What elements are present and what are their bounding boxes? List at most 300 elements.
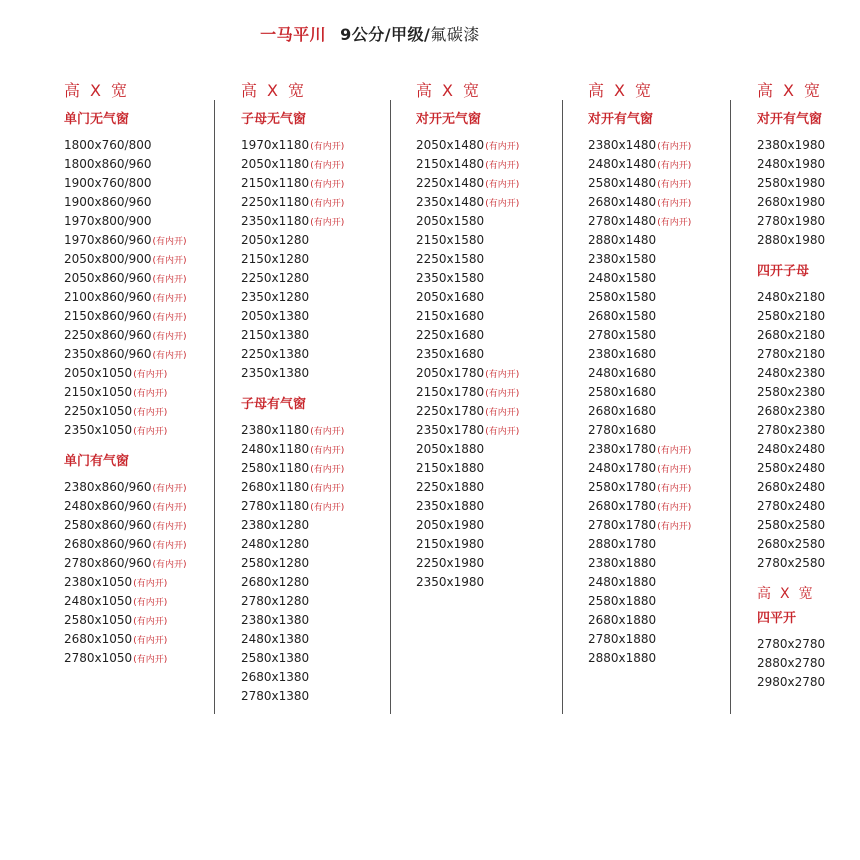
size-row [416,174,519,193]
column-header: 高X宽 [757,81,830,100]
column-header: 高X宽 [241,81,314,100]
size-row [64,326,187,345]
size-row [241,174,344,193]
inward-opening-note: (有内开) [657,465,692,475]
size-value: 2250x1480 [416,176,485,190]
size-value: 2880x1480 [588,233,657,247]
size-value: 2480x1180 [241,442,310,456]
size-value: 2350x860/960 [64,347,152,361]
size-row [241,478,344,497]
size-row [757,174,830,193]
size-row [588,155,691,174]
inward-opening-note: (有内开) [133,427,168,437]
inward-opening-note: (有内开) [133,389,168,399]
size-row [241,592,344,611]
door-type-section [588,110,691,668]
size-row [64,516,187,535]
size-value: 2580x1580 [588,290,657,304]
size-value: 2480x1680 [588,366,657,380]
size-value: 2350x1580 [416,271,485,285]
size-value: 2350x1180 [241,214,310,228]
size-value: 2380x1380 [241,613,310,627]
size-row [64,535,187,554]
inward-opening-note: (有内开) [310,180,345,190]
inward-opening-note: (有内开) [485,408,520,418]
size-row [588,516,691,535]
size-value: 2880x1880 [588,651,657,665]
size-row [757,421,830,440]
size-value: 2680x1180 [241,480,310,494]
size-value: 2350x1050 [64,423,133,437]
size-row [64,364,187,383]
size-row [241,155,344,174]
size-row [416,288,519,307]
door-type-section [416,110,519,592]
size-value: 2780x2180 [757,347,826,361]
inward-opening-note: (有内开) [152,256,187,266]
size-row [588,554,691,573]
size-row [416,250,519,269]
size-value: 2050x1380 [241,309,310,323]
inward-opening-note: (有内开) [310,218,345,228]
page-title [0,22,740,45]
size-row [416,421,519,440]
size-value: 2380x1780 [588,442,657,456]
size-row [588,174,691,193]
size-value: 2780x1980 [757,214,826,228]
size-value: 2150x1780 [416,385,485,399]
size-row [416,573,519,592]
size-value: 2250x1180 [241,195,310,209]
size-value: 1900x760/800 [64,176,152,190]
size-value: 2350x1280 [241,290,310,304]
door-type-title: 子母有气窗 [241,397,307,412]
inward-opening-note: (有内开) [133,579,168,589]
size-value: 2480x1980 [757,157,826,171]
size-row [588,250,691,269]
size-row [588,592,691,611]
size-value: 2480x1280 [241,537,310,551]
size-row [64,630,187,649]
size-value: 2780x1580 [588,328,657,342]
size-row [64,478,187,497]
inward-opening-note: (有内开) [485,389,520,399]
size-value: 2250x1580 [416,252,485,266]
size-value: 2250x1050 [64,404,133,418]
size-value: 2480x1580 [588,271,657,285]
size-value: 2480x860/960 [64,499,152,513]
inward-opening-note: (有内开) [152,313,187,323]
size-row [64,497,187,516]
size-row [757,364,830,383]
size-value: 2380x1050 [64,575,133,589]
inward-opening-note: (有内开) [152,351,187,361]
size-value: 2050x1780 [416,366,485,380]
size-value: 2580x1480 [588,176,657,190]
inward-opening-note: (有内开) [657,180,692,190]
size-row [416,554,519,573]
door-type-title: 子母无气窗 [241,112,307,127]
size-value: 2150x1280 [241,252,310,266]
size-value: 2250x1880 [416,480,485,494]
size-value: 2150x1480 [416,157,485,171]
door-type-title: 对开有气窗 [757,112,823,127]
size-value: 1970x800/900 [64,214,152,228]
inward-opening-note: (有内开) [485,161,520,171]
column-header: 高X宽 [416,81,489,100]
size-row [416,516,519,535]
size-value: 2050x1280 [241,233,310,247]
size-value: 2780x2780 [757,637,826,651]
size-row [64,421,187,440]
size-value: 2050x1880 [416,442,485,456]
size-value: 2780x1780 [588,518,657,532]
size-row [757,554,830,573]
inward-opening-note: (有内开) [152,275,187,285]
size-value: 2580x2480 [757,461,826,475]
column-header: 高X宽 [64,81,137,100]
size-value: 2050x1580 [416,214,485,228]
size-value: 2580x1280 [241,556,310,570]
size-row [241,687,344,706]
size-value: 2880x1780 [588,537,657,551]
size-row [64,573,187,592]
size-value: 2050x1980 [416,518,485,532]
size-row [64,231,187,250]
size-value: 2780x1180 [241,499,310,513]
size-row [64,345,187,364]
size-row [757,459,830,478]
size-row [416,364,519,383]
size-row [757,383,830,402]
size-row [241,307,344,326]
size-value: 2150x1680 [416,309,485,323]
size-value: 2480x1380 [241,632,310,646]
inward-opening-note: (有内开) [133,408,168,418]
size-value: 2350x1980 [416,575,485,589]
size-row [588,421,691,440]
size-value: 2680x2580 [757,537,826,551]
inward-opening-note: (有内开) [152,332,187,342]
size-row [64,193,187,212]
inward-opening-note: (有内开) [485,180,520,190]
size-row [588,326,691,345]
size-row [241,535,344,554]
door-type-title: 对开无气窗 [416,112,482,127]
size-value: 2680x1780 [588,499,657,513]
door-type-section [757,110,830,250]
size-value: 2580x1680 [588,385,657,399]
size-row [64,288,187,307]
size-value: 2680x1050 [64,632,133,646]
size-row [241,364,344,383]
size-value: 2350x1680 [416,347,485,361]
inward-opening-note: (有内开) [133,598,168,608]
inward-opening-note: (有内开) [310,465,345,475]
size-column [64,80,187,668]
size-row [757,212,830,231]
size-row [416,193,519,212]
size-value: 2580x1780 [588,480,657,494]
paint-text: 氟碳漆 [430,25,480,44]
size-value: 2250x1780 [416,404,485,418]
inward-opening-note: (有内开) [133,370,168,380]
size-row [757,535,830,554]
size-row [757,673,830,692]
inward-opening-note: (有内开) [310,427,345,437]
size-row [64,307,187,326]
size-value: 2780x1380 [241,689,310,703]
size-row [588,231,691,250]
size-value: 2580x2380 [757,385,826,399]
size-value: 2580x1180 [241,461,310,475]
inward-opening-note: (有内开) [152,503,187,513]
size-value: 2980x2780 [757,675,826,689]
size-row [416,326,519,345]
door-type-title: 四开子母 [757,264,810,279]
size-column [416,80,519,592]
size-row [588,402,691,421]
inward-opening-note: (有内开) [152,541,187,551]
size-value: 2480x1480 [588,157,657,171]
size-row [241,611,344,630]
size-row [416,231,519,250]
size-value: 1970x1180 [241,138,310,152]
door-type-title: 对开有气窗 [588,112,654,127]
size-row [588,269,691,288]
size-row [241,193,344,212]
inward-opening-note: (有内开) [152,560,187,570]
size-row [64,402,187,421]
size-row [588,383,691,402]
inward-opening-note: (有内开) [310,161,345,171]
size-row [241,573,344,592]
size-value: 2580x1050 [64,613,133,627]
inward-opening-note: (有内开) [310,484,345,494]
size-row [64,155,187,174]
section-sub-header: 高X宽 [757,586,822,602]
size-row [241,288,344,307]
size-row [241,421,344,440]
size-column [241,80,344,706]
size-row [241,516,344,535]
size-value: 2680x2380 [757,404,826,418]
size-row [241,668,344,687]
brand-name: 一马平川 [260,25,327,44]
inward-opening-note: (有内开) [152,237,187,247]
column-divider [214,100,215,714]
size-row [588,573,691,592]
size-row [416,478,519,497]
size-value: 2380x1280 [241,518,310,532]
size-row [757,635,830,654]
size-row [588,440,691,459]
size-row [588,611,691,630]
size-row [588,535,691,554]
size-row [757,654,830,673]
size-row [241,136,344,155]
inward-opening-note: (有内开) [152,294,187,304]
size-value: 2050x1180 [241,157,310,171]
size-value: 1900x860/960 [64,195,152,209]
size-value: 2150x1580 [416,233,485,247]
size-value: 2480x1050 [64,594,133,608]
size-value: 2580x2580 [757,518,826,532]
size-row [757,326,830,345]
size-value: 2050x1480 [416,138,485,152]
size-row [241,231,344,250]
size-row [588,307,691,326]
size-value: 2250x1280 [241,271,310,285]
door-type-section [64,110,187,440]
door-type-title: 四平开 [757,611,797,626]
inward-opening-note: (有内开) [657,161,692,171]
size-row [416,497,519,516]
size-row [588,288,691,307]
inward-opening-note: (有内开) [310,503,345,513]
inward-opening-note: (有内开) [133,655,168,665]
size-value: 2480x2480 [757,442,826,456]
size-row [588,497,691,516]
size-value: 2780x1880 [588,632,657,646]
size-value: 2780x860/960 [64,556,152,570]
inward-opening-note: (有内开) [133,617,168,627]
size-value: 2580x1880 [588,594,657,608]
size-value: 2350x1880 [416,499,485,513]
size-row [64,592,187,611]
door-type-section [757,262,830,573]
size-value: 2050x1050 [64,366,133,380]
size-value: 2680x1880 [588,613,657,627]
size-value: 2380x1680 [588,347,657,361]
size-value: 2580x2180 [757,309,826,323]
size-value: 2250x1380 [241,347,310,361]
size-value: 2580x1380 [241,651,310,665]
inward-opening-note: (有内开) [657,446,692,456]
inward-opening-note: (有内开) [485,199,520,209]
size-column [757,80,830,692]
inward-opening-note: (有内开) [657,142,692,152]
size-column [588,80,691,668]
size-row [588,193,691,212]
size-value: 2250x1980 [416,556,485,570]
size-row [241,250,344,269]
size-row [64,611,187,630]
size-value: 2150x1980 [416,537,485,551]
size-value: 2780x1480 [588,214,657,228]
size-row [757,193,830,212]
size-value: 2680x2180 [757,328,826,342]
size-row [588,345,691,364]
size-row [241,459,344,478]
inward-opening-note: (有内开) [310,142,345,152]
inward-opening-note: (有内开) [152,484,187,494]
spec-text: 9公分/甲级/ [340,25,431,44]
size-value: 2380x1980 [757,138,826,152]
size-row [416,440,519,459]
size-value: 2150x1180 [241,176,310,190]
door-type-section [241,395,344,706]
column-divider [562,100,563,714]
door-type-title: 单门有气窗 [64,454,130,469]
size-row [241,326,344,345]
inward-opening-note: (有内开) [485,427,520,437]
size-value: 2150x1380 [241,328,310,342]
size-row [757,478,830,497]
size-value: 1800x760/800 [64,138,152,152]
size-value: 2680x1980 [757,195,826,209]
door-type-section [757,583,830,692]
column-divider [390,100,391,714]
size-value: 2480x2380 [757,366,826,380]
size-value: 2880x2780 [757,656,826,670]
size-row [757,497,830,516]
size-value: 2380x1480 [588,138,657,152]
size-row [588,459,691,478]
inward-opening-note: (有内开) [310,446,345,456]
size-row [416,307,519,326]
inward-opening-note: (有内开) [310,199,345,209]
column-header: 高X宽 [588,81,661,100]
size-row [416,459,519,478]
size-row [64,250,187,269]
size-row [64,212,187,231]
size-row [588,364,691,383]
size-value: 2050x860/960 [64,271,152,285]
size-value: 2250x1680 [416,328,485,342]
size-value: 2150x1880 [416,461,485,475]
size-value: 2100x860/960 [64,290,152,304]
inward-opening-note: (有内开) [485,142,520,152]
door-type-section [64,452,187,668]
size-row [64,174,187,193]
size-value: 2380x1580 [588,252,657,266]
size-row [416,212,519,231]
size-value: 2050x1680 [416,290,485,304]
size-value: 2680x1280 [241,575,310,589]
size-row [588,212,691,231]
size-row [757,516,830,535]
door-type-title: 单门无气窗 [64,112,130,127]
inward-opening-note: (有内开) [152,522,187,532]
size-value: 1800x860/960 [64,157,152,171]
size-value: 2780x1050 [64,651,133,665]
size-value: 2880x1980 [757,233,826,247]
size-row [588,649,691,668]
inward-opening-note: (有内开) [485,370,520,380]
size-value: 2350x1780 [416,423,485,437]
size-row [241,497,344,516]
size-row [241,269,344,288]
size-value: 2350x1380 [241,366,310,380]
size-value: 2580x1980 [757,176,826,190]
size-row [241,630,344,649]
size-row [588,630,691,649]
size-row [241,212,344,231]
size-value: 2050x800/900 [64,252,152,266]
size-value: 2150x860/960 [64,309,152,323]
size-value: 2480x1880 [588,575,657,589]
size-row [416,345,519,364]
size-value: 2780x2380 [757,423,826,437]
size-value: 2680x1580 [588,309,657,323]
size-row [416,383,519,402]
size-value: 2150x1050 [64,385,133,399]
size-row [757,402,830,421]
size-value: 2680x1480 [588,195,657,209]
size-value: 2680x860/960 [64,537,152,551]
size-value: 2680x1680 [588,404,657,418]
